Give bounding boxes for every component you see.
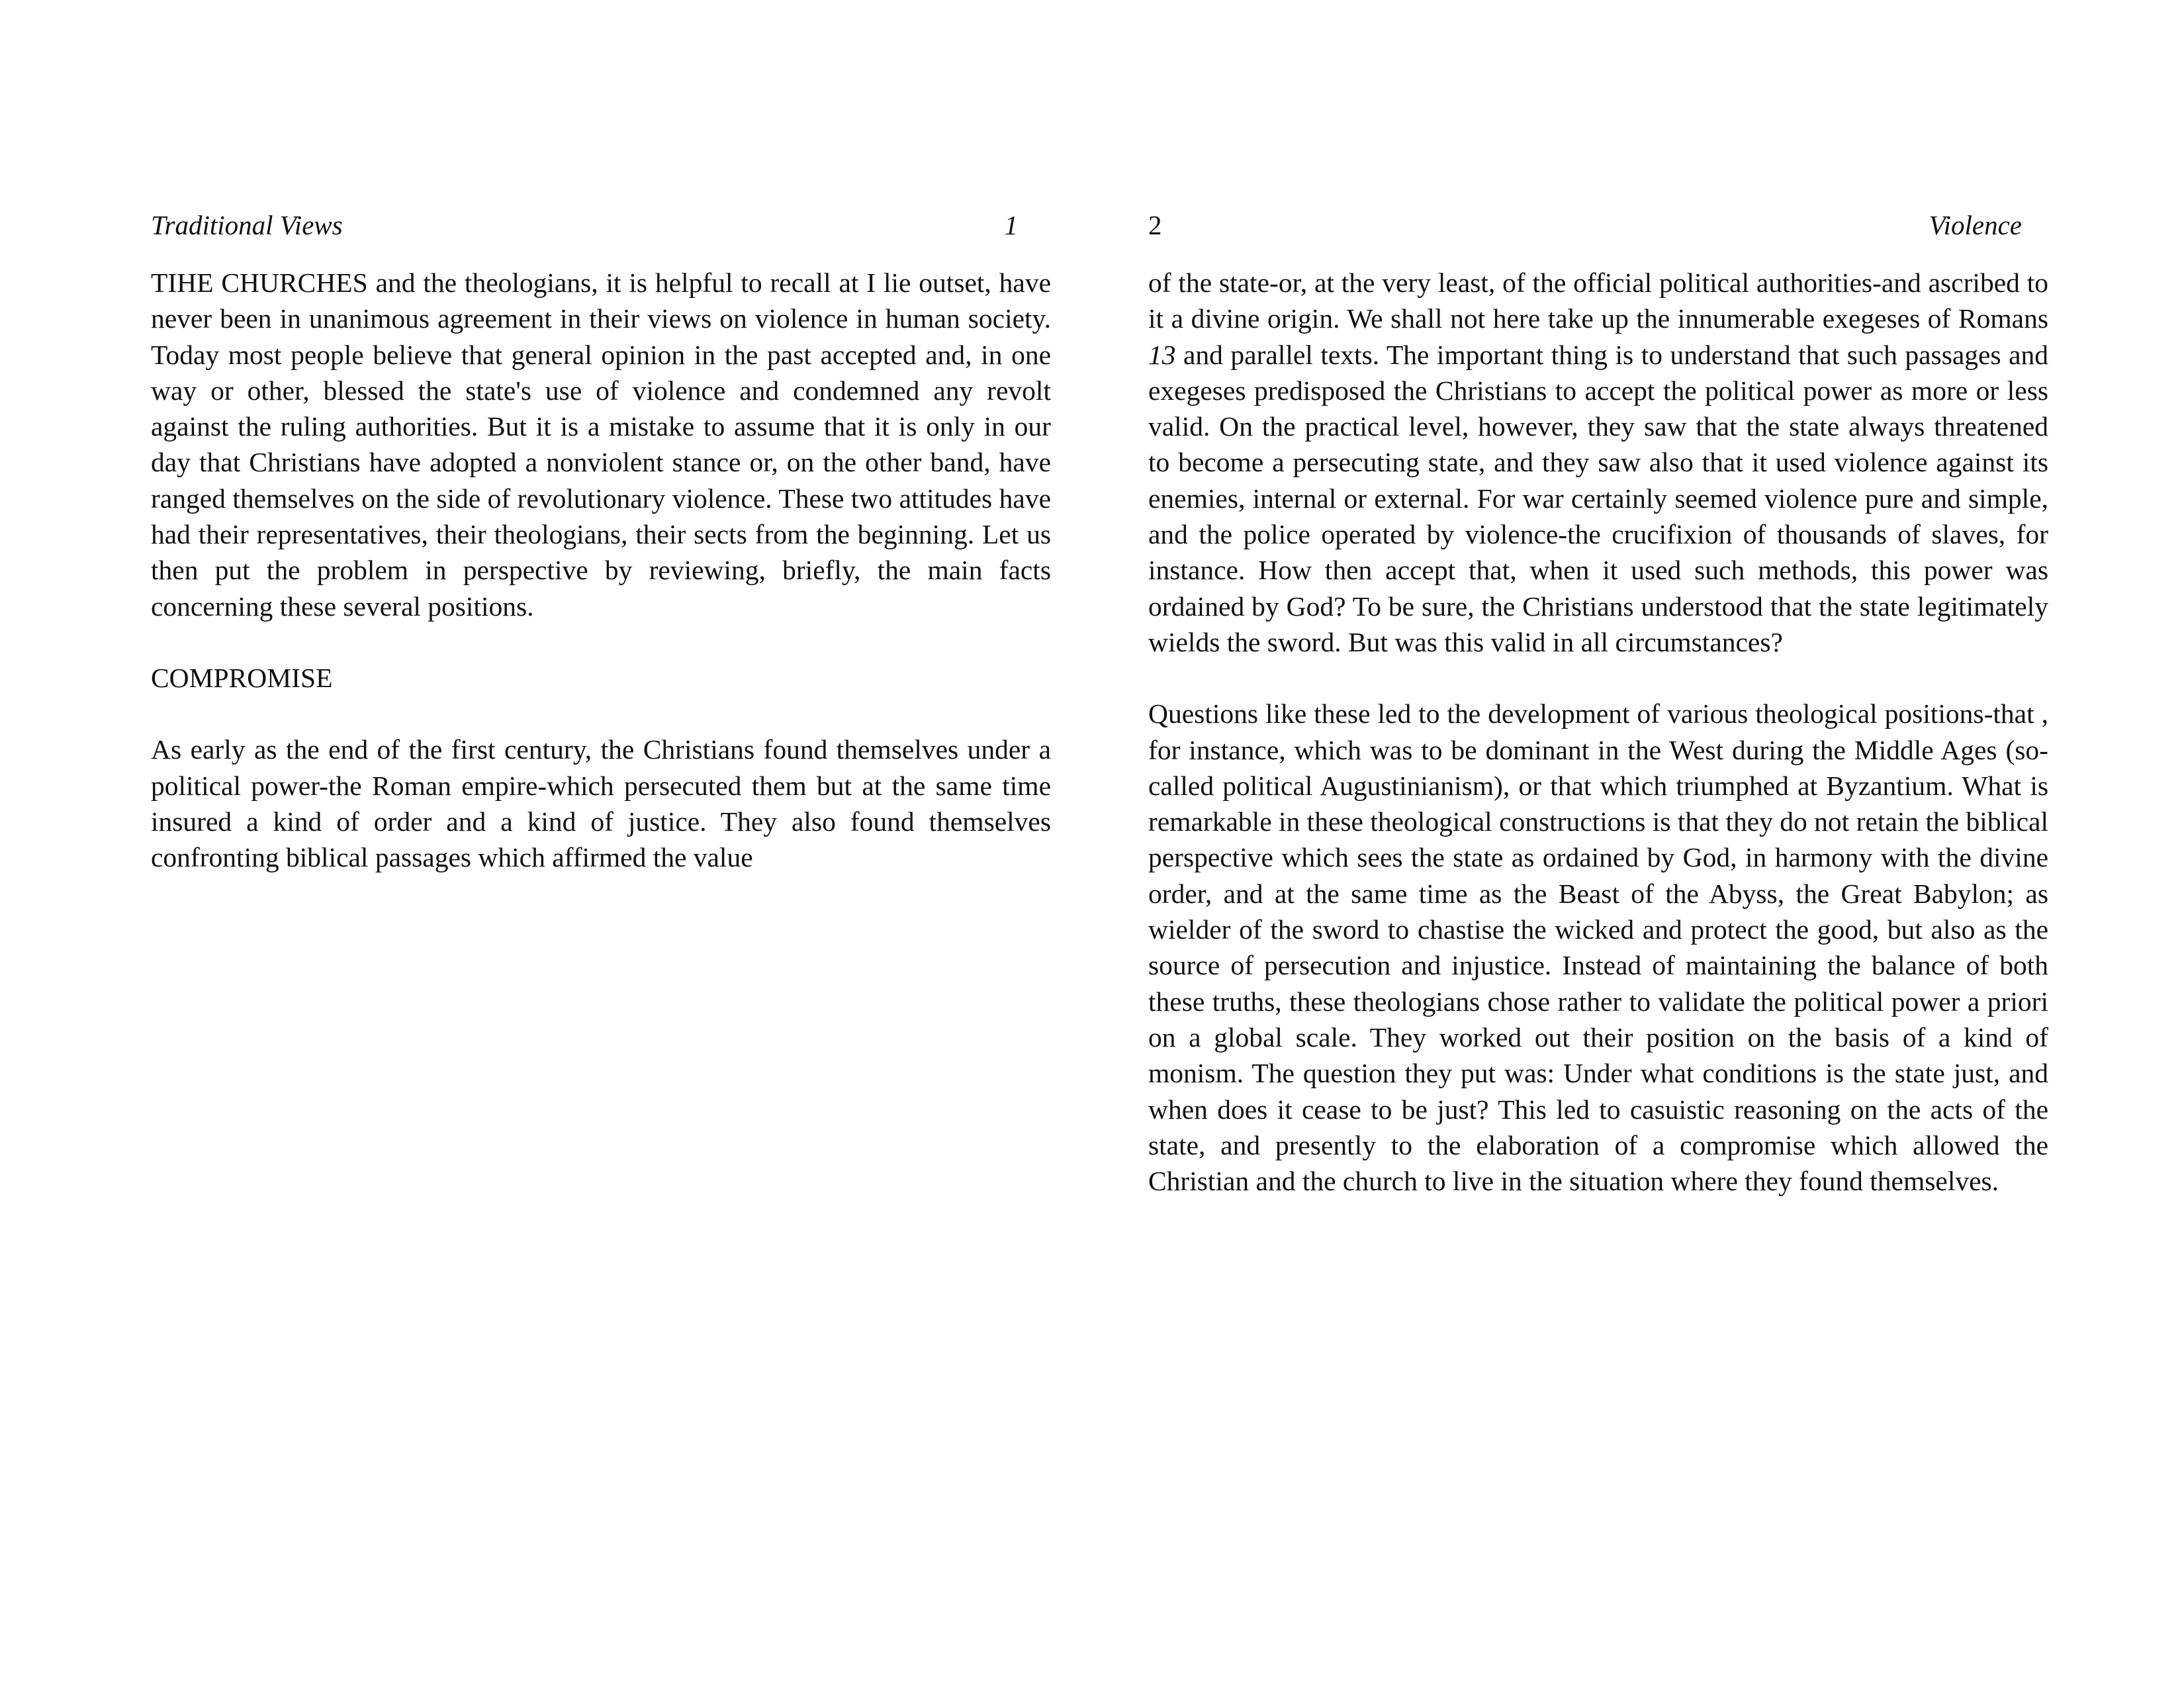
running-head-title: Violence xyxy=(1929,210,2022,240)
right-page-body xyxy=(1148,265,2048,1199)
right-page xyxy=(1148,199,2048,1235)
paragraph: As early as the end of the first century, the Christians found themselves under a political power-the Roman empire-which persecuted them but at the same time insured a kind of order and a kind of justice. They also found themselves confronting biblical passages which affirmed the value xyxy=(151,734,1051,873)
left-page-header xyxy=(151,199,1051,252)
right-page-header xyxy=(1148,199,2048,252)
paragraph: TIHE CHURCHES and the theologians, it is helpful to recall at I lie outset, have never been in unanimous agreement in their views on violence in human society. Today most people believe that general opinion in the past accepted and, in one way or other, blessed the state's use of violence and condemned any revolt against the ruling authorities. But it is a mistake to assume that it is only in our day that Christians have adopted a nonviolent stance or, on the other band, have ranged themselves on the side of revolutionary violence. These two attitudes have had their representatives, their theologians, their sects from the beginning. Let us then put the problem in perspective by reviewing, briefly, the main facts concerning these several positions. xyxy=(151,267,1051,622)
paragraph: Questions like these led to the development of various theological positions-that , for instance, which was to be dominant in the West during the Middle Ages (so-called political Augustinianism), or that which triumphed at Byzantium. What is remarkable in these theological constructions is that they do not retain the biblical perspective which sees the state as ordained by God, in harmony with the divine order, and at the same time as the Beast of the Abyss, the Great Babylon; as wielder of the sword to chastise the wicked and protect the good, but also as the source of persecution and injustice. Instead of maintaining the balance of both these truths, these theologians chose rather to validate the political power a priori on a global scale. They worked out their position on the basis of a kind of monism. The question they put was: Under what conditions is the state just, and when does it cease to be just? This led to casuistic reasoning on the acts of the state, and presently to the elaboration of a compromise which allowed the Christian and the church to live in the situation where they found themselves. xyxy=(1148,698,2048,1197)
page-number: 2 xyxy=(1148,210,1162,240)
paragraph xyxy=(1148,265,2048,660)
scripture-chapter-ref: 13 xyxy=(1148,339,1176,370)
paragraph-text: and parallel texts. The important thing is to understand that such passages and exegeses predisposed the Christians to accept the political power as more or less valid. On the practical level, however, they saw that the state always threatened to become a persecuting state, and they saw also that it used violence against its enemies, internal or external. For war certainly seemed violence pure and simple, and the police operated by violence-the crucifixion of thousands of slaves, for instance. How then accept that, when it used such methods, this power was ordained by God? To be sure, the Christians understood that the state legitimately wields the sword. But was this valid in all circumstances? xyxy=(1148,339,2048,657)
section-heading: COMPROMISE xyxy=(151,662,333,693)
left-page xyxy=(151,199,1051,911)
paragraph-text: of the state-or, at the very least, of the official political authorities-and ascribed to it a divine origin. We shall not here take up the innumerable exegeses of Romans xyxy=(1148,267,2048,334)
page-number: 1 xyxy=(1004,210,1018,240)
left-page-body xyxy=(151,265,1051,875)
running-head-title: Traditional Views xyxy=(151,210,343,240)
